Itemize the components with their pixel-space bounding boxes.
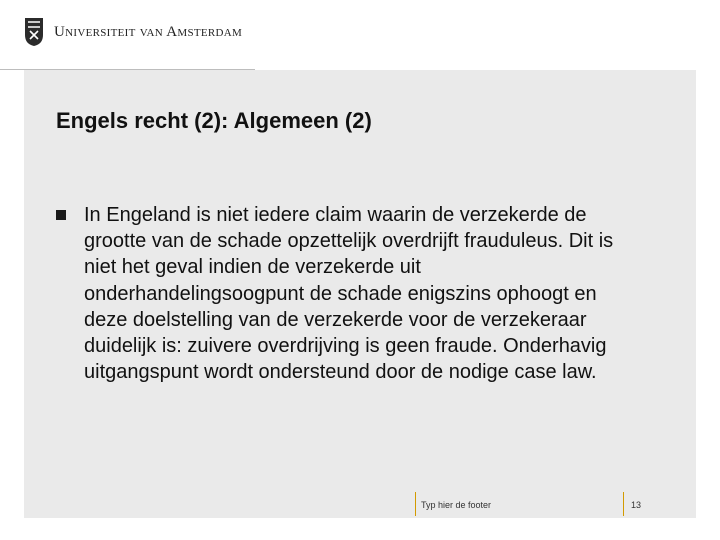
uva-crest-icon — [24, 17, 44, 47]
square-bullet-icon — [56, 210, 66, 220]
bullet-item — [56, 202, 656, 385]
university-logo — [24, 14, 242, 50]
footer-text: Typ hier de footer — [421, 500, 492, 510]
footer-divider-left — [415, 492, 416, 516]
page-number: 13 — [631, 500, 642, 510]
footer-divider-right — [623, 492, 624, 516]
bullet-text: In Engeland is niet iedere claim waarin de verzekerde de grootte van de schade opzettelijk overdrijft frauduleus. Dit is niet het geval indien de verzekerde uit onderhandelingsoogpunt de schade enigszins ophoogt en deze doelstelling van de verzekerde voor de verzekeraar duidelijk is: zuivere overdrijving is geen fraude. Onderhavig uitgangspunt wordt ondersteund door de nodige case law. — [84, 204, 614, 384]
slide-title: Engels recht (2): Algemeen (2) — [56, 108, 372, 133]
university-name: Universiteit van Amsterdam — [54, 23, 243, 40]
